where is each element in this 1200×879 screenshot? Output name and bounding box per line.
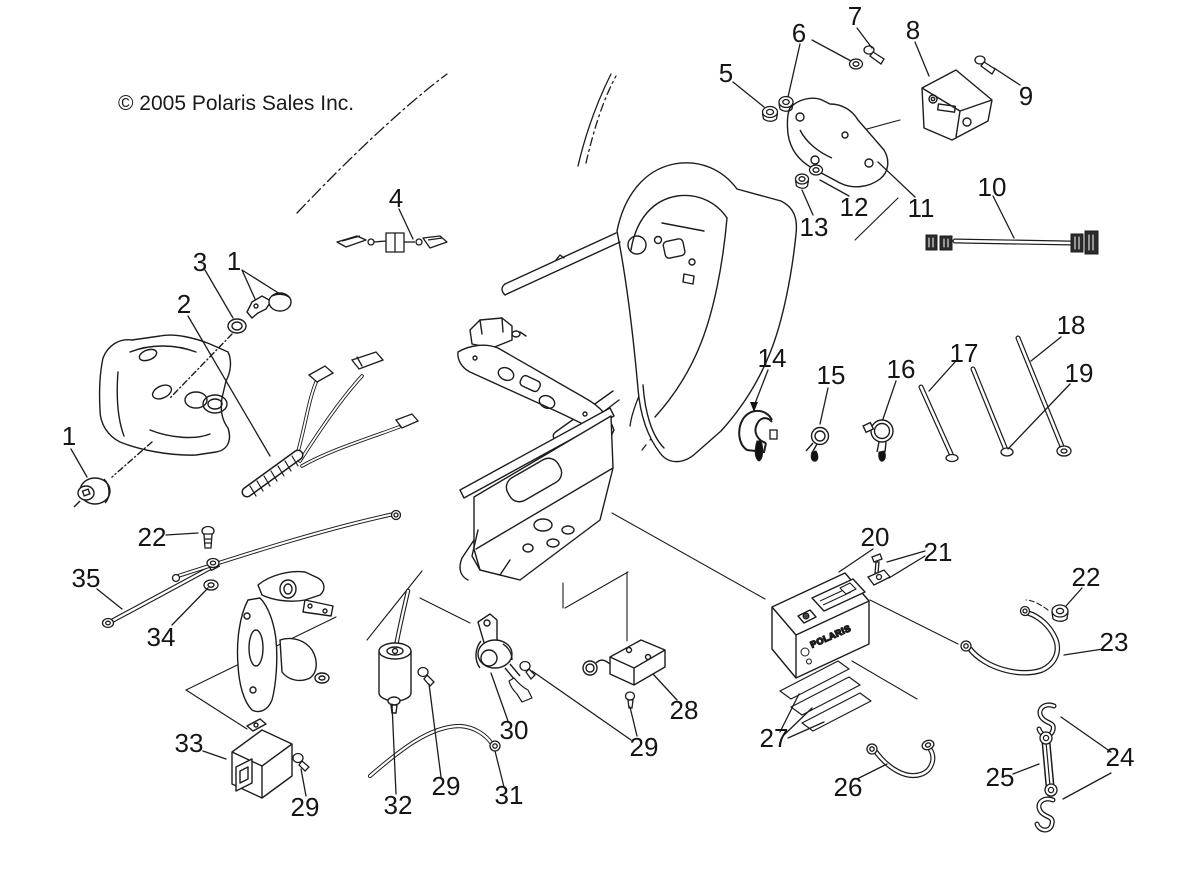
callout-33: 33 [174,728,204,758]
callout-5: 5 [718,58,734,88]
long-bolts [921,338,1071,462]
s-hook-bottom [1037,799,1053,830]
callout-32: 32 [383,790,413,820]
callout-22-right: 22 [1071,562,1101,592]
taillight-assembly [922,70,992,140]
callout-20: 20 [860,522,890,552]
ignition-key-and-bezel [228,293,291,333]
nut-upper [207,559,219,568]
callout-29-left: 29 [290,792,320,822]
callout-27: 27 [759,723,789,753]
callout-1-key: 1 [226,246,242,276]
callout-35: 35 [71,563,101,593]
screw-29-cdi [626,692,635,708]
nut-34 [204,580,218,590]
inline-fuse [337,233,447,252]
copyright-text: © 2005 Polaris Sales Inc. [118,92,355,115]
nut-5 [763,107,778,122]
clamp-15 [806,428,829,462]
regulator-relay [232,719,292,798]
main-wire-harness [247,352,418,496]
callout-26: 26 [833,772,863,802]
callout-2: 2 [176,289,192,319]
nut-22b [1052,605,1068,621]
bolt-7 [864,46,884,64]
terminal-bolt-21 [868,554,890,585]
callout-6: 6 [791,18,807,48]
callout-17: 17 [949,338,979,368]
callout-16: 16 [886,354,916,384]
callout-13: 13 [799,212,829,242]
callout-19: 19 [1064,358,1094,388]
nut-12 [810,165,823,175]
mounting-bracket [237,572,333,712]
washer-6b [850,59,863,69]
battery-cable-23 [961,607,1057,673]
screw-9 [975,56,995,74]
s-hook-top [1039,705,1054,735]
callout-31: 31 [494,780,524,810]
ignition-switch [74,478,110,507]
callout-8: 8 [905,15,921,45]
frame-assembly [458,318,614,580]
callout-1-switch: 1 [61,421,77,451]
coil-solenoid-unit [476,614,532,702]
callout-30: 30 [499,715,529,745]
callout-23: 23 [1099,627,1129,657]
callout-10: 10 [977,172,1007,202]
callout-14: 14 [757,343,787,373]
ignition-coil [379,591,411,713]
callout-18: 18 [1056,310,1086,340]
callout-24: 24 [1105,742,1135,772]
callout-7: 7 [847,1,863,31]
handlebar-pod [100,334,232,477]
s-hooks-and-strap [1037,705,1057,830]
callout-34: 34 [146,622,176,652]
callout-28: 28 [669,695,699,725]
clamp-16 [863,420,893,461]
bolt-22a [202,527,214,549]
battery-logo: POLARIS [808,622,853,650]
screw-29-coil [418,668,434,687]
callout-9: 9 [1018,81,1034,111]
callout-29-right: 29 [629,732,659,762]
callout-21: 21 [923,537,953,567]
rear-fender-assembly [502,163,796,462]
battery-strap [1040,732,1057,796]
callout-22-left: 22 [137,522,167,552]
callout-11: 11 [907,193,935,223]
screw-29-solenoid [520,662,535,680]
clip-14 [739,411,777,461]
screws-29 [293,662,635,772]
callout-25: 25 [985,762,1015,792]
cdi-module [583,640,665,685]
callout-12: 12 [839,192,869,222]
ground-cable-26 [867,739,935,776]
callout-3: 3 [192,247,208,277]
callout-4: 4 [388,183,404,213]
nut-13 [796,174,809,188]
callout-29-mid: 29 [431,771,461,801]
callout-15: 15 [816,360,846,390]
